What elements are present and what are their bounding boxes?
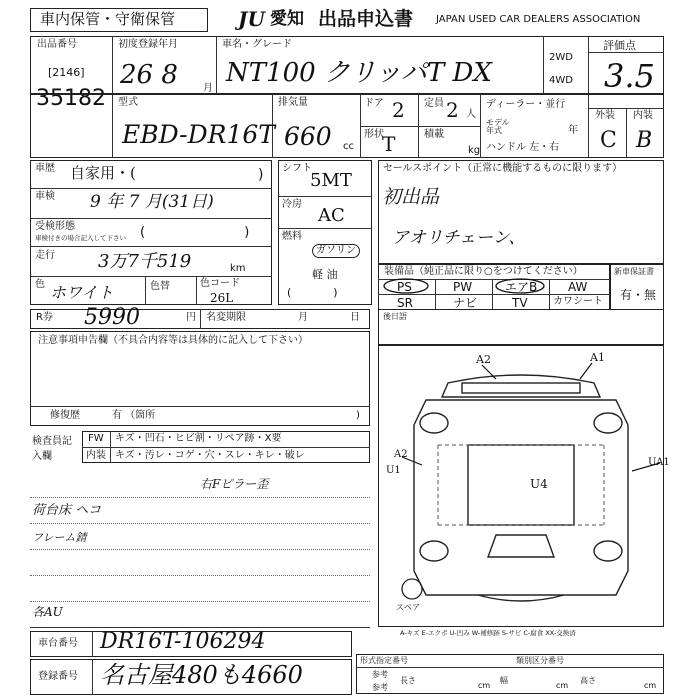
equipment-pw: PW — [453, 280, 473, 294]
car-name-label: 車名・グレード — [222, 39, 292, 50]
equipment-sr: SR — [397, 296, 413, 310]
listing-number-label: 出品番号 — [37, 39, 77, 50]
mileage-value: 3万7千519 — [98, 251, 192, 272]
fuel-parens: ( ) — [287, 286, 338, 299]
mark-u1-left: U1 — [386, 465, 401, 476]
fuel-label: 燃料 — [282, 231, 302, 242]
inspector-label: 検査員記入欄 — [32, 436, 72, 462]
exterior-label: 外装 — [595, 110, 615, 121]
chassis-label: 車台番号 — [38, 638, 78, 649]
handwritten-3: 各AU — [32, 605, 63, 619]
ref-label-2: 参考 — [372, 683, 388, 692]
cm-1: cm — [478, 681, 491, 690]
listing-sub-number: [2146] — [48, 66, 85, 79]
shape-label: 形状 — [364, 129, 384, 140]
fuel-gasoline: ガソリン — [312, 244, 360, 258]
interior-label: 内装 — [633, 110, 653, 121]
selling-label: セールスポイント（正常に機能するものに限ります） — [383, 163, 623, 174]
mark-a2-left: A2 — [394, 449, 408, 460]
rating-label: 評価点 — [603, 39, 636, 52]
warranty-options: 有・無 — [620, 288, 657, 302]
mark-a1-top: A1 — [590, 351, 605, 364]
acceptance-parens: ( ) — [140, 225, 250, 240]
inspector-row-2-head: 内装 — [86, 450, 106, 461]
ticket-yen: 円 — [186, 312, 196, 323]
rear-box — [378, 309, 664, 345]
storage-title: 車内保管・守衛保管 — [40, 10, 176, 28]
mileage-label: 走行 — [35, 250, 55, 261]
car-name-value: NT100 クリッパT DX — [226, 58, 492, 88]
color-code-label: 色コード — [200, 278, 240, 289]
model-value: EBD-DR16T — [122, 120, 275, 149]
equipment-ps: PS — [397, 280, 412, 294]
kg-unit: kg — [468, 145, 481, 156]
capacity-label: 定員 — [424, 98, 444, 109]
selling-box — [378, 160, 664, 264]
ticket-value: 5990 — [84, 305, 140, 330]
height-label: 高さ — [580, 676, 596, 685]
notes-label: 注意事項申告欄（不具合内容等は具体的に記入して下さい） — [38, 335, 308, 346]
equipment-airbag: エアB — [505, 280, 538, 294]
equipment-navi: ナビ — [453, 296, 478, 310]
dealer-label: ディーラー・並行 — [486, 99, 566, 110]
repair-close: ) — [356, 410, 360, 421]
color-code-value: 26L — [210, 291, 234, 305]
association-name: JAPAN USED CAR DEALERS ASSOCIATION — [436, 14, 641, 25]
selling-line-1: 初出品 — [382, 186, 440, 208]
displacement-label: 排気量 — [278, 97, 308, 108]
damage-legend: A-キズ E-エクボ U-凹み W-補修跡 S-サビ C-腐食 XX-交換済 — [400, 629, 576, 637]
inspector-row-1-head: FW — [88, 433, 104, 444]
inspector-row-2: キズ・汚レ・コゲ・穴・スレ・キレ・破レ — [115, 450, 305, 461]
color-change-label: 色替 — [150, 281, 170, 292]
mark-ua1: UA1 — [648, 457, 670, 468]
deadline-month: 月 — [298, 312, 308, 323]
ac-value: AC — [318, 205, 345, 226]
repair-value: 有 （箇所 — [112, 410, 156, 421]
equipment-seat: カワシート — [553, 296, 603, 307]
first-registration-label: 初度登録年月 — [118, 39, 178, 50]
interior-value: B — [636, 128, 653, 153]
cc-unit: cc — [343, 141, 354, 152]
repair-label: 修復歴 — [50, 410, 80, 421]
deadline-day: 日 — [350, 312, 360, 323]
deadline-label: 名変期限 — [206, 312, 246, 323]
form-title: 出品申込書 — [318, 8, 414, 30]
handwritten-top: 右Fピラー歪 — [200, 477, 269, 491]
equipment-aw: AW — [568, 280, 588, 294]
plate-label: 登録番号 — [38, 671, 78, 682]
ac-label: 冷房 — [282, 199, 302, 210]
capacity-value: 2 — [446, 98, 459, 122]
month-unit: 月 — [203, 83, 213, 94]
width-label: 幅 — [500, 676, 508, 685]
drive-2wd: 2WD — [549, 52, 573, 63]
ju-logo: JU — [238, 7, 265, 31]
class-number-label: 類別区分番号 — [516, 656, 564, 665]
listing-number: 35182 — [36, 86, 106, 111]
exterior-value: C — [600, 128, 617, 153]
inspection-value: 9 年 7 月(31日) — [90, 192, 214, 212]
model-year-label: モデル年式 — [486, 118, 510, 135]
acceptance-sub: 車検付きの場合記入して下さい — [35, 234, 126, 242]
chassis-value: DR16T-106294 — [100, 629, 266, 654]
doors-label: ドア — [364, 98, 384, 109]
selling-line-2: アオリチェーン、 — [392, 228, 526, 248]
rating-value: 3.5 — [604, 57, 655, 95]
first-registration-value: 26 8 — [120, 60, 178, 90]
model-label: 型式 — [118, 97, 138, 108]
km-unit: km — [230, 263, 246, 274]
equipment-label: 装備品（純正品に限り○をつけてください） — [384, 266, 583, 277]
car-diagram — [378, 345, 664, 627]
displacement-value: 660 — [284, 122, 332, 151]
type-number-label: 形式指定番号 — [360, 656, 408, 665]
history-label: 車歴 — [35, 163, 55, 174]
history-value: 自家用・( — [70, 164, 136, 182]
shift-label: シフト — [282, 163, 312, 174]
color-value: ホワイト — [50, 283, 114, 302]
year-unit: 年 — [568, 125, 578, 136]
mark-u4: U4 — [530, 477, 548, 491]
handle-label: ハンドル 左・右 — [486, 142, 560, 153]
spare-label: スペア — [396, 603, 420, 612]
rear-label: 後日語 — [383, 312, 407, 321]
cm-3: cm — [644, 681, 657, 690]
cm-2: cm — [556, 681, 569, 690]
doors-value: 2 — [392, 98, 405, 122]
plate-value: 名古屋480も4660 — [100, 661, 303, 689]
logo-text: 愛知 — [270, 9, 304, 29]
history-close-paren: ) — [258, 167, 264, 183]
mark-a2-top: A2 — [476, 353, 491, 366]
shift-value: 5MT — [310, 170, 352, 191]
shape-value: T — [382, 132, 396, 156]
ref-label-1: 参考 — [372, 670, 388, 679]
inspector-row-1: キズ・凹石・ヒビ割・リペア跡・X要 — [115, 433, 282, 444]
handwritten-2: フレーム錆 — [32, 531, 87, 544]
color-label: 色 — [35, 279, 45, 290]
handwritten-1: 荷台床 ヘコ — [32, 503, 102, 518]
equipment-tv: TV — [512, 296, 528, 310]
capacity-unit: 人 — [466, 109, 476, 120]
acceptance-label: 受検形態 — [35, 221, 75, 232]
warranty-label: 新車保証書 — [614, 267, 654, 276]
inspection-label: 車検 — [35, 191, 55, 202]
drive-4wd: 4WD — [549, 75, 573, 86]
ticket-label: R券 — [36, 312, 53, 323]
load-label: 積載 — [424, 129, 444, 140]
length-label: 長さ — [400, 676, 416, 685]
equipment-circles — [378, 264, 610, 310]
fuel-diesel: 軽 油 — [312, 268, 338, 281]
